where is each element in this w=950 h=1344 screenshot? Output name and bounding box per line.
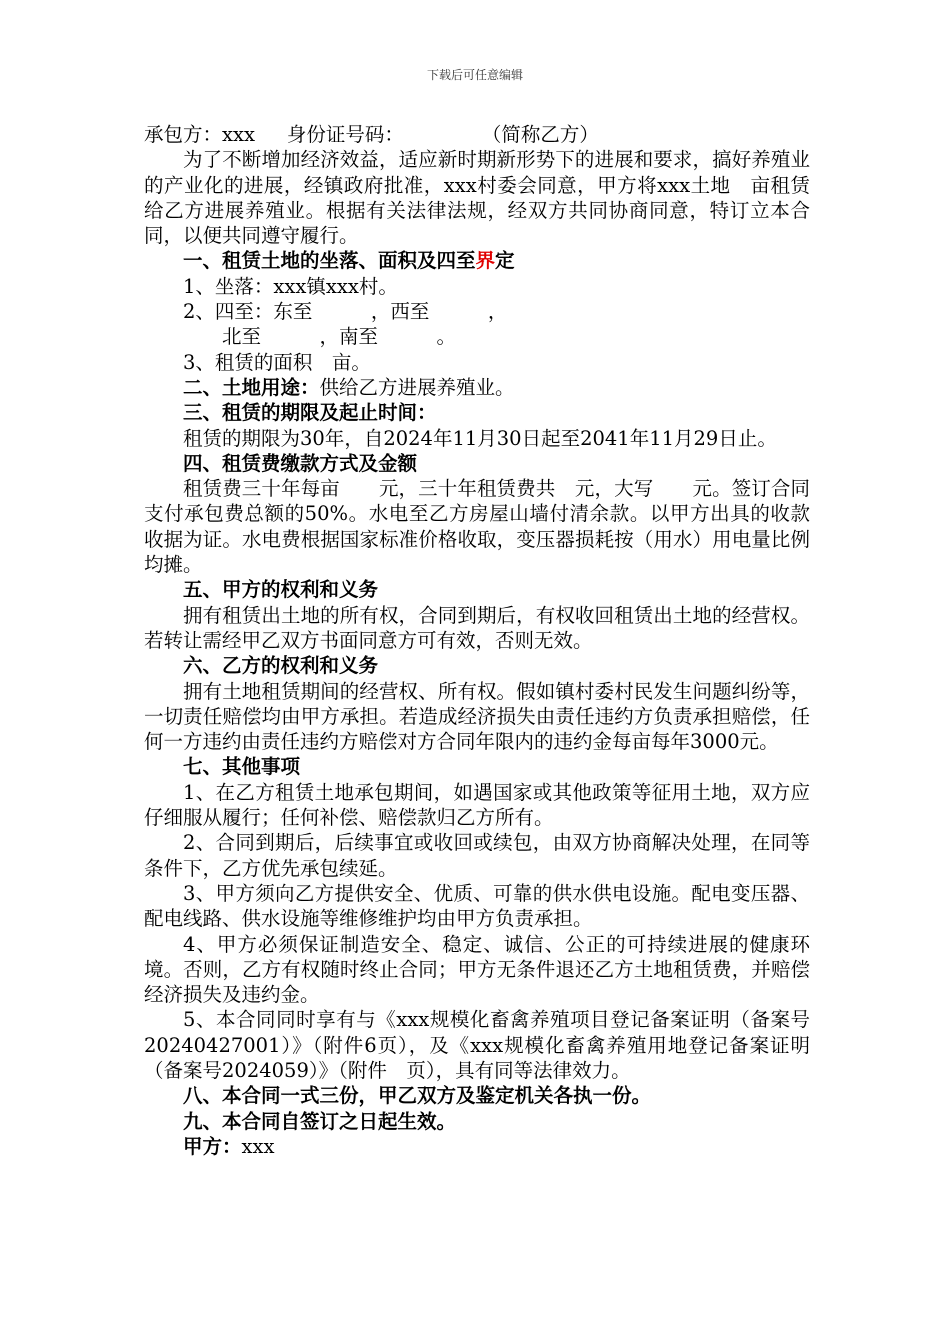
section-1-title-red-char: 界: [475, 249, 496, 273]
section-2-text: 供给乙方进展养殖业。: [319, 375, 515, 399]
page-header: 下载后可任意编辑: [426, 68, 523, 82]
section-1-item-1: 1、坐落：xxx镇xxx村。: [183, 274, 398, 298]
section-7-item-5: 5、本合同同时享有与《xxx规模化畜禽养殖项目登记备案证明（备案号20240427001）》（附件6页），及《xxx规模化畜禽养殖用地登记备案证明（备案号2024059）》（附件 页），具有同等法律效力。: [144, 1008, 810, 1082]
party-a-label: 甲方：: [183, 1134, 242, 1158]
section-4-text: 租赁费三十年每亩 元，三十年租赁费共 元，大写 元。签订合同支付承包费总额的50%。水电至乙方房屋山墙付清余款。以甲方出具的收款收据为证。水电费根据国家标准价格收取，变压器损耗按（用水）用电量比例均摊。: [144, 477, 810, 577]
section-6-title: 六、乙方的权利和义务: [183, 654, 379, 678]
section-1-item-2-continued: 北至 ，南至 。: [222, 325, 457, 349]
section-1-item-3: 3、租赁的面积 亩。: [183, 350, 371, 374]
party-b-line: 承包方：xxx 身份证号码： （简称乙方）: [144, 123, 599, 146]
section-5-text: 拥有租赁出土地的所有权，合同到期后，有权收回租赁出土地的经营权。若转让需经甲乙双方书面同意方可有效，否则无效。: [144, 603, 810, 652]
section-9-title: 九、本合同自签订之日起生效。: [183, 1109, 457, 1133]
section-3-title: 三、租赁的期限及起止时间：: [183, 401, 437, 425]
section-7-item-1: 1、在乙方租赁土地承包期间，如遇国家或其他政策等征用土地，双方应仔细服从履行；任何补偿、赔偿款归乙方所有。: [144, 780, 810, 830]
section-6-text: 拥有土地租赁期间的经营权、所有权。假如镇村委村民发生问题纠纷等，一切责任赔偿均由甲方承担。若造成经济损失由责任违约方负责承担赔偿，任何一方违约由责任违约方赔偿对方合同年限内的违约金每亩每年3000元。: [144, 679, 810, 754]
section-8-title: 八、本合同一式三份，甲乙双方及鉴定机关各执一份。: [183, 1084, 652, 1108]
section-7-title: 七、其他事项: [183, 755, 301, 779]
party-a-line: [144, 1134, 810, 1159]
section-2: [144, 375, 810, 400]
contract-body: [144, 122, 810, 1159]
section-5-title: 五、甲方的权利和义务: [183, 578, 379, 602]
intro-paragraph: 为了不断增加经济效益，适应新时期新形势下的进展和要求，搞好养殖业的产业化的进展，经镇政府批准，xxx村委会同意，甲方将xxx土地 亩租赁给乙方进展养殖业。根据有关法律法规，经双方共同协商同意，特订立本合同，以便共同遵守履行。: [144, 148, 810, 248]
section-4-title: 四、租赁费缴款方式及金额: [183, 451, 418, 475]
section-1-item-2: 2、四至：东至 ，西至 ，: [183, 300, 508, 324]
section-1-title: 一、租赁土地的坐落、面积及四至界定: [183, 249, 515, 273]
party-a-value: xxx: [241, 1134, 275, 1158]
section-7-item-2: 2、合同到期后，后续事宜或收回或续包，由双方协商解决处理，在同等条件下，乙方优先承包续延。: [144, 831, 810, 880]
section-7-item-3: 3、甲方须向乙方提供安全、优质、可靠的供水供电设施。配电变压器、配电线路、供水设施等维修维护均由甲方负责承担。: [144, 881, 810, 931]
section-7-item-4: 4、甲方必须保证制造安全、稳定、诚信、公正的可持续进展的健康环境。否则，乙方有权随时终止合同；甲方无条件退还乙方土地租赁费，并赔偿经济损失及违约金。: [144, 932, 810, 1007]
section-3-text: 租赁的期限为30年，自2024年11月30日起至2041年11月29日止。: [183, 426, 777, 450]
section-2-title: 二、土地用途：: [183, 375, 320, 399]
